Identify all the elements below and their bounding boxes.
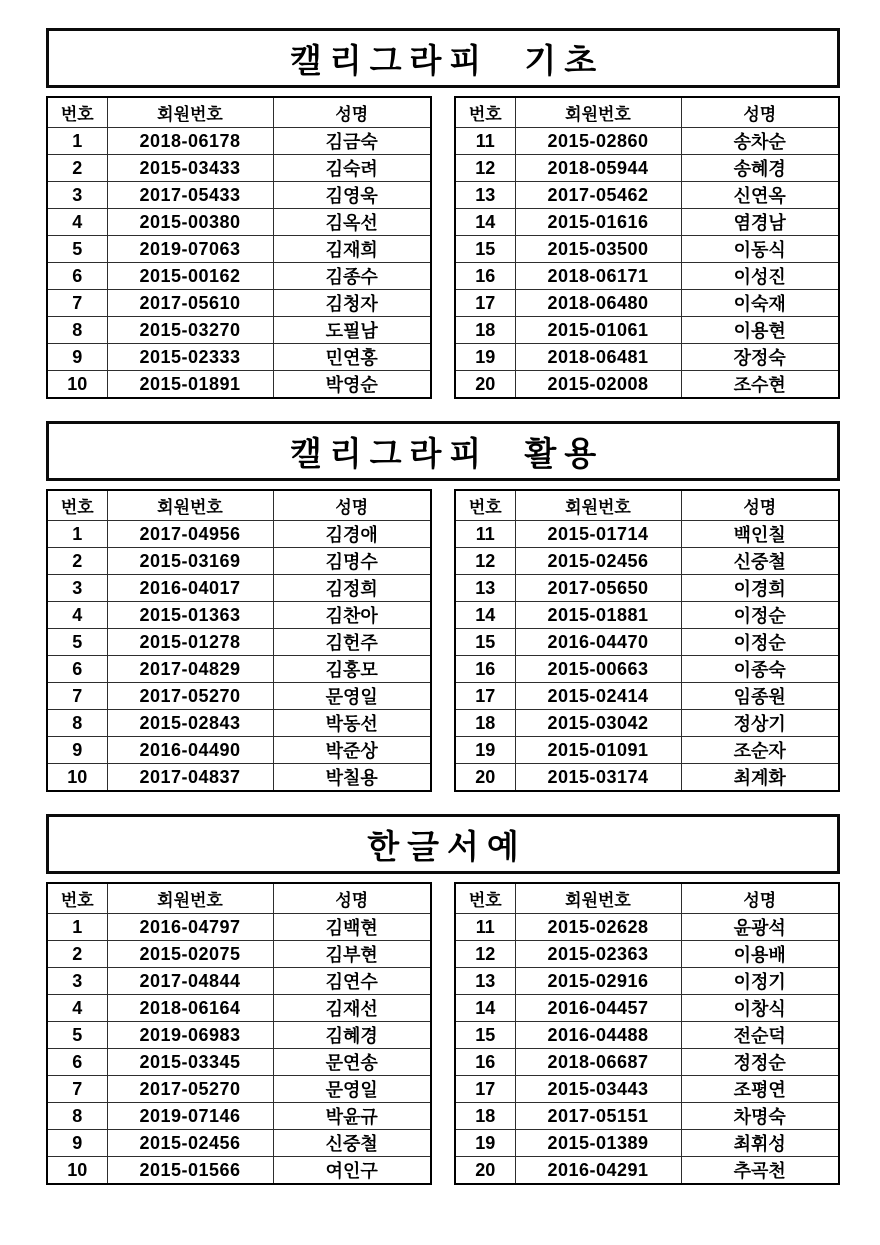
member-id-cell: 2015-02916 — [515, 968, 681, 995]
name-cell: 박영순 — [273, 371, 431, 399]
table-row — [455, 290, 839, 317]
section-title-text: 캘리그라피 활용 — [289, 434, 605, 472]
no-cell: 6 — [47, 656, 107, 683]
table-row — [455, 236, 839, 263]
table-row — [455, 521, 839, 548]
table-row — [455, 1022, 839, 1049]
no-cell: 6 — [47, 1049, 107, 1076]
table-row — [47, 182, 431, 209]
table-row — [455, 155, 839, 182]
no-cell: 2 — [47, 155, 107, 182]
name-cell: 이창식 — [681, 995, 839, 1022]
no-cell: 18 — [455, 1103, 515, 1130]
section-title — [46, 421, 840, 481]
table-header-row — [47, 883, 431, 914]
table-row — [455, 737, 839, 764]
no-cell: 9 — [47, 1130, 107, 1157]
name-cell: 장정숙 — [681, 344, 839, 371]
no-cell: 5 — [47, 629, 107, 656]
name-cell: 박동선 — [273, 710, 431, 737]
name-cell: 염경남 — [681, 209, 839, 236]
table-row — [455, 371, 839, 399]
member-id-cell: 2015-01091 — [515, 737, 681, 764]
name-cell: 조평연 — [681, 1076, 839, 1103]
member-id-cell: 2018-05944 — [515, 155, 681, 182]
section-title — [46, 28, 840, 88]
no-cell: 12 — [455, 548, 515, 575]
name-cell: 윤광석 — [681, 914, 839, 941]
no-cell: 16 — [455, 1049, 515, 1076]
table-row — [455, 1076, 839, 1103]
table-row — [47, 1157, 431, 1185]
name-cell: 이숙재 — [681, 290, 839, 317]
name-cell: 김종수 — [273, 263, 431, 290]
member-id-cell: 2015-02628 — [515, 914, 681, 941]
table-header-row — [455, 490, 839, 521]
no-cell: 10 — [47, 371, 107, 399]
member-id-cell: 2015-03500 — [515, 236, 681, 263]
roster-table-left — [46, 882, 432, 1185]
name-cell: 최휘성 — [681, 1130, 839, 1157]
no-cell: 3 — [47, 575, 107, 602]
roster-table-right — [454, 882, 840, 1185]
name-cell: 김경애 — [273, 521, 431, 548]
table-row — [455, 941, 839, 968]
name-cell: 이성진 — [681, 263, 839, 290]
member-id-cell: 2015-02333 — [107, 344, 273, 371]
no-cell: 19 — [455, 344, 515, 371]
member-id-cell: 2018-06178 — [107, 128, 273, 155]
no-cell: 11 — [455, 128, 515, 155]
col-header-name: 성명 — [681, 490, 839, 521]
table-row — [47, 710, 431, 737]
table-row — [47, 317, 431, 344]
col-header-name: 성명 — [681, 883, 839, 914]
member-id-cell: 2017-05462 — [515, 182, 681, 209]
name-cell: 문영일 — [273, 1076, 431, 1103]
name-cell: 신중철 — [273, 1130, 431, 1157]
table-header-row — [455, 97, 839, 128]
course-section-basics — [46, 28, 840, 399]
no-cell: 18 — [455, 710, 515, 737]
member-id-cell: 2019-07063 — [107, 236, 273, 263]
no-cell: 13 — [455, 182, 515, 209]
member-id-cell: 2017-04829 — [107, 656, 273, 683]
roster-table-right — [454, 489, 840, 792]
table-row — [47, 737, 431, 764]
col-header-member-id: 회원번호 — [107, 490, 273, 521]
table-row — [455, 1049, 839, 1076]
name-cell: 김재희 — [273, 236, 431, 263]
member-id-cell: 2015-03270 — [107, 317, 273, 344]
no-cell: 8 — [47, 1103, 107, 1130]
no-cell: 19 — [455, 1130, 515, 1157]
no-cell: 14 — [455, 995, 515, 1022]
name-cell: 김부현 — [273, 941, 431, 968]
no-cell: 18 — [455, 317, 515, 344]
member-id-cell: 2015-01616 — [515, 209, 681, 236]
course-section-hangul-calligraphy — [46, 814, 840, 1185]
member-id-cell: 2016-04017 — [107, 575, 273, 602]
name-cell: 이경희 — [681, 575, 839, 602]
table-row — [455, 128, 839, 155]
no-cell: 7 — [47, 290, 107, 317]
member-id-cell: 2016-04470 — [515, 629, 681, 656]
member-id-cell: 2016-04291 — [515, 1157, 681, 1185]
member-id-cell: 2015-03433 — [107, 155, 273, 182]
no-cell: 6 — [47, 263, 107, 290]
name-cell: 김숙려 — [273, 155, 431, 182]
no-cell: 9 — [47, 737, 107, 764]
name-cell: 정정순 — [681, 1049, 839, 1076]
tables-row — [46, 489, 840, 792]
no-cell: 5 — [47, 1022, 107, 1049]
table-row — [455, 182, 839, 209]
name-cell: 김정희 — [273, 575, 431, 602]
col-header-member-id: 회원번호 — [515, 490, 681, 521]
name-cell: 김옥선 — [273, 209, 431, 236]
no-cell: 11 — [455, 521, 515, 548]
member-id-cell: 2018-06481 — [515, 344, 681, 371]
no-cell: 4 — [47, 602, 107, 629]
section-title — [46, 814, 840, 874]
name-cell: 이정순 — [681, 629, 839, 656]
no-cell: 8 — [47, 710, 107, 737]
no-cell: 20 — [455, 1157, 515, 1185]
no-cell: 10 — [47, 764, 107, 792]
name-cell: 김헌주 — [273, 629, 431, 656]
table-row — [47, 629, 431, 656]
member-id-cell: 2015-03174 — [515, 764, 681, 792]
no-cell: 3 — [47, 182, 107, 209]
member-id-cell: 2015-02075 — [107, 941, 273, 968]
member-id-cell: 2017-05433 — [107, 182, 273, 209]
member-id-cell: 2017-05610 — [107, 290, 273, 317]
table-row — [455, 548, 839, 575]
no-cell: 13 — [455, 575, 515, 602]
course-section-application — [46, 421, 840, 792]
no-cell: 20 — [455, 764, 515, 792]
col-header-name: 성명 — [273, 883, 431, 914]
no-cell: 17 — [455, 683, 515, 710]
col-header-member-id: 회원번호 — [107, 883, 273, 914]
name-cell: 전순덕 — [681, 1022, 839, 1049]
name-cell: 백인칠 — [681, 521, 839, 548]
table-row — [455, 1157, 839, 1185]
member-id-cell: 2015-02860 — [515, 128, 681, 155]
member-id-cell: 2015-03042 — [515, 710, 681, 737]
member-id-cell: 2015-02008 — [515, 371, 681, 399]
name-cell: 김명수 — [273, 548, 431, 575]
table-row — [47, 914, 431, 941]
no-cell: 12 — [455, 941, 515, 968]
no-cell: 2 — [47, 941, 107, 968]
name-cell: 문연송 — [273, 1049, 431, 1076]
col-header-no: 번호 — [47, 97, 107, 128]
table-row — [47, 995, 431, 1022]
table-row — [47, 290, 431, 317]
no-cell: 11 — [455, 914, 515, 941]
table-row — [47, 521, 431, 548]
no-cell: 15 — [455, 629, 515, 656]
name-cell: 김금숙 — [273, 128, 431, 155]
member-id-cell: 2018-06164 — [107, 995, 273, 1022]
name-cell: 박윤규 — [273, 1103, 431, 1130]
member-id-cell: 2015-02843 — [107, 710, 273, 737]
table-row — [47, 344, 431, 371]
member-id-cell: 2017-05151 — [515, 1103, 681, 1130]
table-row — [455, 602, 839, 629]
name-cell: 송차순 — [681, 128, 839, 155]
member-id-cell: 2017-05650 — [515, 575, 681, 602]
table-row — [455, 344, 839, 371]
name-cell: 여인구 — [273, 1157, 431, 1185]
name-cell: 조순자 — [681, 737, 839, 764]
no-cell: 15 — [455, 1022, 515, 1049]
table-row — [455, 656, 839, 683]
table-row — [455, 1130, 839, 1157]
table-row — [47, 941, 431, 968]
table-row — [47, 683, 431, 710]
no-cell: 3 — [47, 968, 107, 995]
table-row — [47, 656, 431, 683]
col-header-name: 성명 — [681, 97, 839, 128]
name-cell: 송혜경 — [681, 155, 839, 182]
table-row — [47, 575, 431, 602]
section-title-text: 캘리그라피 기초 — [289, 41, 605, 79]
name-cell: 정상기 — [681, 710, 839, 737]
col-header-no: 번호 — [455, 490, 515, 521]
name-cell: 추곡천 — [681, 1157, 839, 1185]
member-id-cell: 2015-02456 — [515, 548, 681, 575]
table-row — [47, 236, 431, 263]
no-cell: 14 — [455, 602, 515, 629]
name-cell: 이종숙 — [681, 656, 839, 683]
no-cell: 17 — [455, 1076, 515, 1103]
no-cell: 10 — [47, 1157, 107, 1185]
member-id-cell: 2015-01714 — [515, 521, 681, 548]
name-cell: 김찬아 — [273, 602, 431, 629]
no-cell: 17 — [455, 290, 515, 317]
col-header-no: 번호 — [47, 883, 107, 914]
table-row — [455, 995, 839, 1022]
name-cell: 도필남 — [273, 317, 431, 344]
table-row — [455, 764, 839, 792]
no-cell: 2 — [47, 548, 107, 575]
member-id-cell: 2018-06171 — [515, 263, 681, 290]
name-cell: 김홍모 — [273, 656, 431, 683]
member-id-cell: 2015-01363 — [107, 602, 273, 629]
name-cell: 최계화 — [681, 764, 839, 792]
table-row — [455, 209, 839, 236]
no-cell: 7 — [47, 683, 107, 710]
table-row — [455, 968, 839, 995]
member-id-cell: 2015-02456 — [107, 1130, 273, 1157]
no-cell: 12 — [455, 155, 515, 182]
table-row — [455, 263, 839, 290]
name-cell: 박준상 — [273, 737, 431, 764]
no-cell: 1 — [47, 128, 107, 155]
no-cell: 16 — [455, 263, 515, 290]
col-header-no: 번호 — [455, 97, 515, 128]
member-id-cell: 2015-01278 — [107, 629, 273, 656]
table-row — [47, 1103, 431, 1130]
name-cell: 민연홍 — [273, 344, 431, 371]
name-cell: 이용배 — [681, 941, 839, 968]
no-cell: 20 — [455, 371, 515, 399]
name-cell: 이용현 — [681, 317, 839, 344]
name-cell: 이동식 — [681, 236, 839, 263]
no-cell: 1 — [47, 521, 107, 548]
no-cell: 4 — [47, 209, 107, 236]
member-id-cell: 2015-01891 — [107, 371, 273, 399]
name-cell: 이정순 — [681, 602, 839, 629]
table-row — [455, 710, 839, 737]
col-header-member-id: 회원번호 — [107, 97, 273, 128]
name-cell: 김청자 — [273, 290, 431, 317]
tables-row — [46, 882, 840, 1185]
member-id-cell: 2017-05270 — [107, 1076, 273, 1103]
no-cell: 5 — [47, 236, 107, 263]
name-cell: 김백현 — [273, 914, 431, 941]
no-cell: 15 — [455, 236, 515, 263]
name-cell: 김연수 — [273, 968, 431, 995]
table-row — [47, 209, 431, 236]
member-id-cell: 2016-04797 — [107, 914, 273, 941]
member-id-cell: 2017-05270 — [107, 683, 273, 710]
table-row — [455, 575, 839, 602]
table-row — [47, 602, 431, 629]
name-cell: 신연옥 — [681, 182, 839, 209]
member-id-cell: 2019-07146 — [107, 1103, 273, 1130]
member-id-cell: 2016-04490 — [107, 737, 273, 764]
member-id-cell: 2018-06480 — [515, 290, 681, 317]
name-cell: 김영욱 — [273, 182, 431, 209]
no-cell: 19 — [455, 737, 515, 764]
name-cell: 김혜경 — [273, 1022, 431, 1049]
name-cell: 신중철 — [681, 548, 839, 575]
member-id-cell: 2017-04956 — [107, 521, 273, 548]
table-row — [47, 1049, 431, 1076]
member-id-cell: 2015-00380 — [107, 209, 273, 236]
col-header-no: 번호 — [47, 490, 107, 521]
member-id-cell: 2015-03443 — [515, 1076, 681, 1103]
no-cell: 4 — [47, 995, 107, 1022]
no-cell: 7 — [47, 1076, 107, 1103]
table-header-row — [455, 883, 839, 914]
table-row — [47, 968, 431, 995]
col-header-no: 번호 — [455, 883, 515, 914]
member-id-cell: 2015-02414 — [515, 683, 681, 710]
table-row — [455, 683, 839, 710]
member-id-cell: 2015-02363 — [515, 941, 681, 968]
member-id-cell: 2018-06687 — [515, 1049, 681, 1076]
col-header-name: 성명 — [273, 490, 431, 521]
no-cell: 16 — [455, 656, 515, 683]
tables-row — [46, 96, 840, 399]
member-id-cell: 2015-01881 — [515, 602, 681, 629]
col-header-name: 성명 — [273, 97, 431, 128]
roster-table-left — [46, 96, 432, 399]
name-cell: 차명숙 — [681, 1103, 839, 1130]
member-id-cell: 2015-01389 — [515, 1130, 681, 1157]
name-cell: 김재선 — [273, 995, 431, 1022]
no-cell: 14 — [455, 209, 515, 236]
no-cell: 1 — [47, 914, 107, 941]
member-id-cell: 2017-04844 — [107, 968, 273, 995]
name-cell: 문영일 — [273, 683, 431, 710]
table-row — [47, 548, 431, 575]
member-id-cell: 2015-00663 — [515, 656, 681, 683]
table-row — [47, 155, 431, 182]
table-row — [47, 128, 431, 155]
name-cell: 박칠용 — [273, 764, 431, 792]
member-id-cell: 2015-03169 — [107, 548, 273, 575]
section-title-text: 한글서예 — [367, 827, 527, 865]
member-id-cell: 2016-04488 — [515, 1022, 681, 1049]
table-row — [47, 263, 431, 290]
member-id-cell: 2016-04457 — [515, 995, 681, 1022]
member-id-cell: 2015-01566 — [107, 1157, 273, 1185]
table-row — [47, 1076, 431, 1103]
member-id-cell: 2015-03345 — [107, 1049, 273, 1076]
table-row — [455, 629, 839, 656]
table-row — [455, 317, 839, 344]
member-id-cell: 2015-01061 — [515, 317, 681, 344]
name-cell: 조수현 — [681, 371, 839, 399]
table-row — [47, 1130, 431, 1157]
name-cell: 이정기 — [681, 968, 839, 995]
col-header-member-id: 회원번호 — [515, 883, 681, 914]
roster-table-right — [454, 96, 840, 399]
table-header-row — [47, 97, 431, 128]
roster-table-left — [46, 489, 432, 792]
no-cell: 9 — [47, 344, 107, 371]
no-cell: 8 — [47, 317, 107, 344]
member-id-cell: 2019-06983 — [107, 1022, 273, 1049]
col-header-member-id: 회원번호 — [515, 97, 681, 128]
table-row — [455, 914, 839, 941]
table-row — [455, 1103, 839, 1130]
no-cell: 13 — [455, 968, 515, 995]
table-header-row — [47, 490, 431, 521]
table-row — [47, 371, 431, 399]
name-cell: 임종원 — [681, 683, 839, 710]
member-id-cell: 2015-00162 — [107, 263, 273, 290]
member-id-cell: 2017-04837 — [107, 764, 273, 792]
table-row — [47, 1022, 431, 1049]
table-row — [47, 764, 431, 792]
